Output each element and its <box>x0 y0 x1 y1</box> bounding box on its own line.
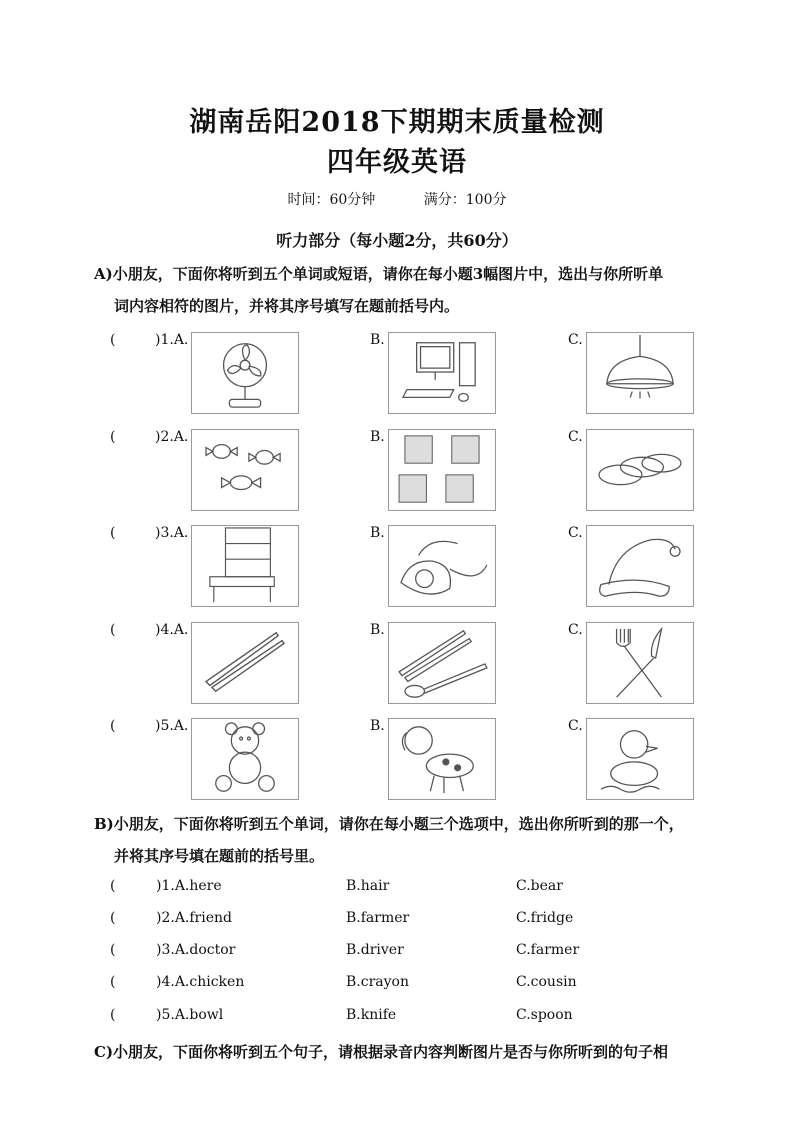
computer-icon <box>388 332 496 414</box>
answer-paren[interactable]: ( <box>110 910 116 926</box>
part-b-row <box>0 942 794 964</box>
part-a-instruction-line1: A)小朋友，下面你将听到五个单词或短语，请你在每小题3幅图片中，选出与你所听单 <box>94 265 664 283</box>
time-label: 时间：60分钟 <box>287 192 376 208</box>
option-a: )2.A.friend <box>156 910 232 926</box>
option-c-label: C. <box>568 718 583 734</box>
answer-paren[interactable]: ( <box>110 429 116 445</box>
part-b-instruction-line2: 并将其序号填在题前的括号里。 <box>114 847 325 865</box>
question-number: )2.A. <box>155 429 189 445</box>
part-b-row <box>0 878 794 900</box>
answer-paren[interactable]: ( <box>110 974 116 990</box>
question-number: )4.A. <box>155 622 189 638</box>
option-b-label: B. <box>370 622 385 638</box>
exam-meta <box>0 189 794 209</box>
option-c: C.spoon <box>516 1007 573 1023</box>
answer-paren[interactable]: ( <box>110 1007 116 1023</box>
option-c: C.farmer <box>516 942 580 958</box>
question-number: )5.A. <box>155 718 189 734</box>
option-c: C.bear <box>516 878 563 894</box>
answer-paren[interactable]: ( <box>110 525 116 541</box>
option-b: B.knife <box>346 1007 397 1023</box>
option-b-label: B. <box>370 332 385 348</box>
bread-icon <box>586 429 694 511</box>
option-c-label: C. <box>568 525 583 541</box>
fan-icon <box>191 332 299 414</box>
part-b-instruction-line1: B)小朋友，下面你将听到五个单词，请你在每小题三个选项中，选出你所听到的那一个， <box>94 815 684 833</box>
option-a: )1.A.here <box>156 878 222 894</box>
part-c-instruction-line1: C)小朋友，下面你将听到五个句子，请根据录音内容判断图片是否与你所听到的句子相 <box>94 1043 669 1061</box>
part-a-instruction <box>94 258 714 322</box>
chopsticks-spoon-icon <box>388 622 496 704</box>
part-a-row <box>0 716 794 802</box>
fork-knife-icon <box>586 622 694 704</box>
part-b-row <box>0 974 794 996</box>
answer-paren[interactable]: ( <box>110 878 116 894</box>
option-c-label: C. <box>568 622 583 638</box>
option-a: )5.A.bowl <box>156 1007 224 1023</box>
lamp-icon <box>586 332 694 414</box>
question-number: )3.A. <box>155 525 189 541</box>
option-b-label: B. <box>370 525 385 541</box>
option-c-label: C. <box>568 332 583 348</box>
hat-icon <box>586 525 694 607</box>
part-a-row <box>0 620 794 706</box>
option-b: B.driver <box>346 942 404 958</box>
question-number: )1.A. <box>155 332 189 348</box>
study-desk-icon <box>191 525 299 607</box>
part-a-row <box>0 523 794 609</box>
page-subtitle: 四年级英语 <box>327 147 467 178</box>
option-a: )3.A.doctor <box>156 942 236 958</box>
answer-paren[interactable]: ( <box>110 622 116 638</box>
option-c: C.fridge <box>516 910 574 926</box>
dog-icon <box>388 718 496 800</box>
part-c-instruction <box>94 1036 714 1068</box>
part-b-row <box>0 1007 794 1029</box>
part-a-instruction-line2: 词内容相符的图片，并将其序号填写在题前括号内。 <box>114 297 460 315</box>
teddy-bear-icon <box>191 718 299 800</box>
candy-icon <box>191 429 299 511</box>
answer-paren[interactable]: ( <box>110 718 116 734</box>
option-b: B.crayon <box>346 974 409 990</box>
cubes-icon <box>388 429 496 511</box>
option-b-label: B. <box>370 429 385 445</box>
telephone-icon <box>388 525 496 607</box>
option-b-label: B. <box>370 718 385 734</box>
option-a: )4.A.chicken <box>156 974 245 990</box>
page-title: 湖南岳阳2018下期期末质量检测 <box>189 107 605 138</box>
score-label: 满分：100分 <box>423 192 507 208</box>
part-b-instruction <box>94 808 714 872</box>
option-b: B.farmer <box>346 910 410 926</box>
duck-icon <box>586 718 694 800</box>
part-b-row <box>0 910 794 932</box>
answer-paren[interactable]: ( <box>110 942 116 958</box>
option-c-label: C. <box>568 429 583 445</box>
answer-paren[interactable]: ( <box>110 332 116 348</box>
option-c: C.cousin <box>516 974 577 990</box>
option-b: B.hair <box>346 878 390 894</box>
chopsticks-icon <box>191 622 299 704</box>
part-a-row <box>0 330 794 416</box>
part-a-row <box>0 427 794 513</box>
section-title: 听力部分（每小题2分，共60分） <box>276 231 518 250</box>
